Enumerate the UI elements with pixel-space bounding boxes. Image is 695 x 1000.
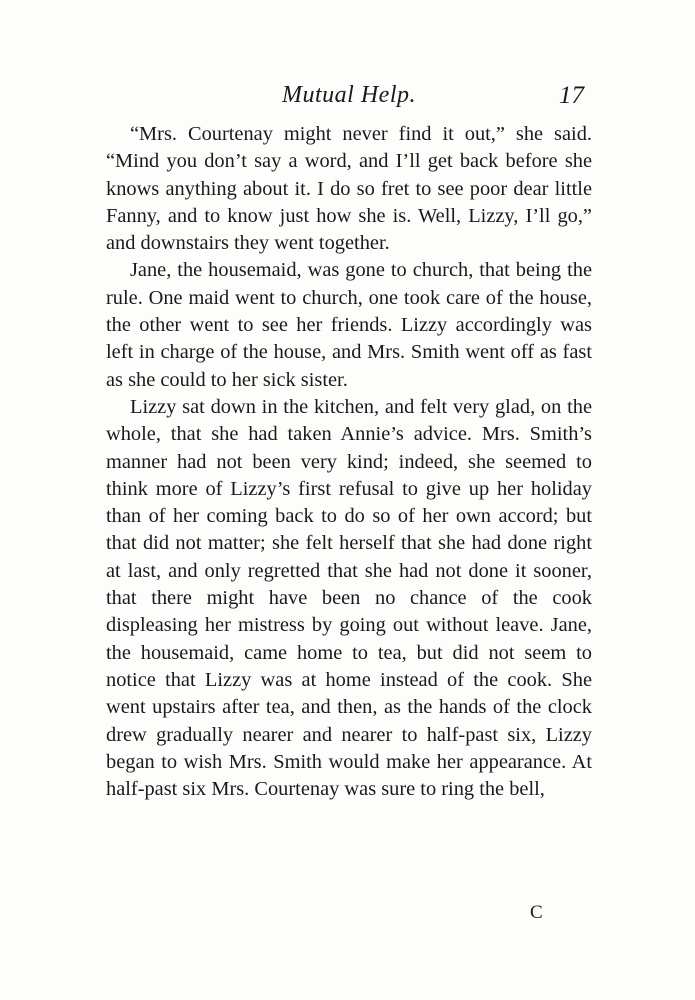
running-head-title: Mutual Help. bbox=[282, 82, 416, 108]
page-number: 17 bbox=[559, 82, 584, 109]
running-head bbox=[106, 80, 592, 114]
paragraph-3: Lizzy sat down in the kitchen, and felt very glad, on the whole, that she had taken Annie’s advice. Mrs. Smith’s manner had not been very kind; indeed, she seemed to think more of Lizzy’s first refusal to give up her holiday than of her coming back to do so of her own accord; but that did not matter; she felt herself that she had done right at last, and only regretted that she had not done it sooner, that there might have been no chance of the cook displeasing her mistress by going out without leave. Jane, the housemaid, came home to tea, but did not seem to notice that Lizzy was at home instead of the cook. She went upstairs after tea, and then, as the hands of the clock drew gradually nearer and nearer to half-past six, Lizzy began to wish Mrs. Smith would make her appearance. At half-past six Mrs. Courtenay was sure to ring the bell, bbox=[106, 395, 592, 801]
signature-mark: C bbox=[530, 902, 543, 923]
paragraph-1: “Mrs. Courtenay might never find it out,” she said. “Mind you don’t say a word, and I’ll get back before she knows anything about it. I do so fret to see poor dear little Fanny, and to know just how she is. Well, Lizzy, I’ll go,” and downstairs they went together. bbox=[106, 123, 592, 255]
paragraph-2: Jane, the housemaid, was gone to church, that being the rule. One maid went to church, one took care of the house, the other went to see her friends. Lizzy accordingly was left in charge of the house, and Mrs. Smith went off as fast as she could to her sick sister. bbox=[106, 259, 592, 391]
body-text bbox=[106, 121, 592, 803]
